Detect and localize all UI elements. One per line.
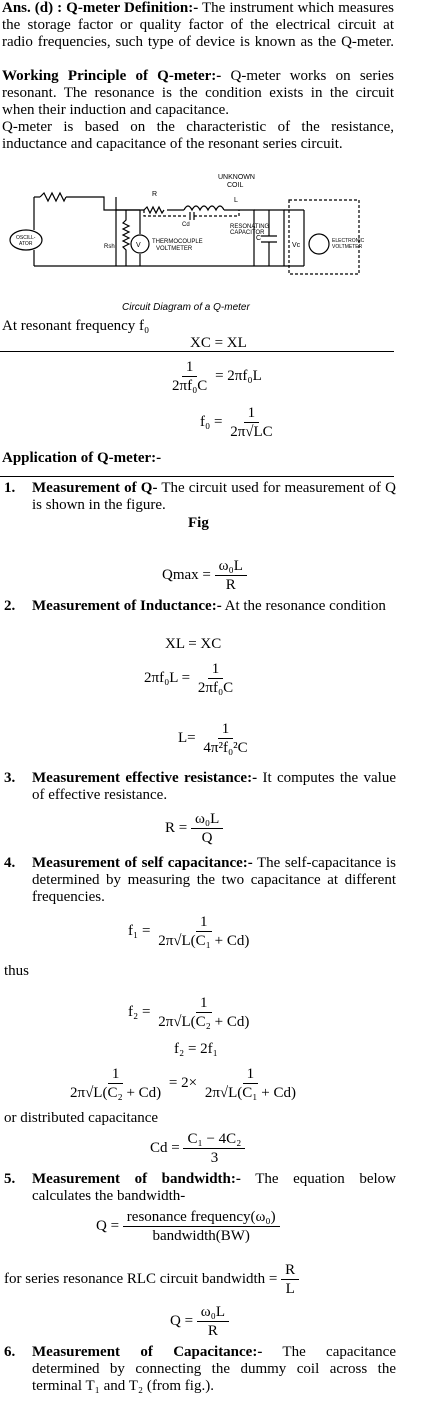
list-item-5 bbox=[4, 1171, 396, 1205]
bw-num: resonance frequency(ω₀) bbox=[123, 1208, 280, 1227]
eq-cd bbox=[150, 1130, 245, 1167]
working-principle-text-2: Q-meter is based on the characteristic of the resistance, inductance and capacitance of the resonant series circuit. bbox=[2, 119, 394, 152]
list-item-6 bbox=[4, 1344, 396, 1395]
thus-text: thus bbox=[4, 963, 30, 979]
answer-label: Ans. (d) : bbox=[2, 0, 63, 16]
series-num: R bbox=[281, 1261, 299, 1280]
f2-den: 2π√L(C₂ + Cd) bbox=[158, 1014, 250, 1030]
q-den: R bbox=[207, 1323, 218, 1339]
label-elec1: ELECTRONIC bbox=[332, 238, 365, 244]
list-item-2 bbox=[4, 598, 396, 615]
label-elec2: VOLTMETER bbox=[332, 244, 363, 250]
item-number: 5. bbox=[4, 1171, 16, 1187]
item-text: The self-capacitance is determined by measuring the two capacitance at different frequencies. bbox=[32, 855, 396, 905]
label-osc1: OSCILL- bbox=[16, 235, 36, 241]
item-title: Measurement effective resistance:- bbox=[32, 770, 258, 786]
distributed-text: or distributed capacitance bbox=[4, 1110, 159, 1126]
label-resonating: RESONATING bbox=[230, 224, 270, 230]
eq-l bbox=[178, 720, 252, 757]
item-text: The circuit used for measurement of Q is shown in the figure. bbox=[32, 480, 396, 513]
resonance-line: At resonant frequency f₀ bbox=[2, 318, 150, 334]
l-num: 1 bbox=[218, 720, 234, 739]
big-l-num: 1 bbox=[108, 1065, 124, 1084]
item-number: 6. bbox=[4, 1344, 16, 1360]
label-thermo2: VOLTMETER bbox=[156, 246, 193, 252]
label-vc: Vc bbox=[292, 242, 301, 249]
f1-lhs: f₁ = bbox=[128, 922, 151, 939]
ind-num: 1 bbox=[208, 660, 224, 679]
label-c: C bbox=[256, 235, 262, 242]
eq-series-bandwidth bbox=[4, 1261, 299, 1298]
list-item-1 bbox=[4, 480, 396, 514]
fig-label: Fig bbox=[188, 515, 209, 531]
eq-resonance bbox=[168, 358, 262, 395]
eq-xl-xc: XL = XC bbox=[165, 636, 222, 652]
ind-lhs: 2πf₀L = bbox=[144, 669, 191, 686]
list-item-4 bbox=[4, 855, 396, 906]
l-lhs: L= bbox=[178, 729, 196, 746]
eq-bandwidth bbox=[96, 1208, 280, 1245]
r-den: Q bbox=[201, 830, 213, 846]
label-osc2: ATOR bbox=[19, 241, 33, 247]
circuit-diagram bbox=[4, 170, 372, 318]
item-text: The capacitance determined by connecting the dummy coil across the terminal T₁ and T₂ (from fig.). bbox=[32, 1344, 396, 1394]
eq-xc-xl: XC = XL bbox=[190, 335, 247, 351]
cd-lhs: Cd = bbox=[150, 1139, 180, 1156]
eq-f1 bbox=[128, 913, 253, 950]
label-l: L bbox=[234, 197, 238, 204]
working-principle-paragraph bbox=[2, 68, 394, 119]
definition-title: Q-meter Definition:- bbox=[66, 0, 199, 16]
series-den: L bbox=[285, 1281, 295, 1297]
eq-inductance bbox=[144, 660, 237, 697]
working-principle-title: Working Principle of Q-meter:- bbox=[2, 68, 222, 84]
label-unknown: UNKNOWN bbox=[218, 174, 255, 181]
qmax-lhs: Qmax = bbox=[162, 566, 211, 583]
big-l-den: 2π√L(C₂ + Cd) bbox=[70, 1085, 162, 1101]
l-den: 4π²f₀²C bbox=[203, 740, 248, 756]
list-item-3 bbox=[4, 770, 396, 804]
eq2-rhs: = 2πf₀L bbox=[215, 367, 262, 384]
label-coil: COIL bbox=[227, 182, 244, 189]
label-thermo1: THERMOCOUPLE bbox=[152, 239, 203, 245]
f1-num: 1 bbox=[196, 913, 212, 932]
eq3-lhs: f₀ = bbox=[200, 413, 223, 430]
r-num: ω₀L bbox=[191, 810, 223, 829]
definition-text: The instrument which measures the storage factor or quality factor of the electrical circuit at radio frequencies, such type of device is known as the Q-meter. bbox=[2, 0, 395, 50]
eq-r bbox=[165, 810, 223, 847]
qmax-den: R bbox=[225, 577, 236, 593]
item-number: 1. bbox=[4, 480, 16, 496]
item-title: Measurement of Q- bbox=[32, 480, 158, 496]
f2-num: 1 bbox=[196, 994, 212, 1013]
ind-den: 2πf₀C bbox=[197, 680, 234, 696]
cd-den: 3 bbox=[210, 1150, 219, 1166]
big-r-num: 1 bbox=[243, 1065, 259, 1084]
label-r: R bbox=[152, 191, 158, 198]
diagram-caption: Circuit Diagram of a Q-meter bbox=[122, 302, 250, 313]
item-number: 3. bbox=[4, 770, 16, 786]
item-number: 2. bbox=[4, 598, 16, 614]
eq-f0 bbox=[200, 404, 277, 441]
cd-num: C₁ − 4C₂ bbox=[183, 1130, 245, 1149]
divider-2 bbox=[0, 476, 394, 477]
eq3-den: 2π√LC bbox=[230, 424, 273, 440]
label-cd: Cd bbox=[182, 222, 190, 228]
item-title: Measurement of Inductance:- bbox=[32, 598, 222, 614]
qmax-num: ω₀L bbox=[215, 557, 247, 576]
q-num: ω₀L bbox=[197, 1303, 229, 1322]
bw-den: bandwidth(BW) bbox=[152, 1228, 250, 1244]
big-r-den: 2π√L(C₁ + Cd) bbox=[204, 1085, 297, 1101]
application-title: Application of Q-meter:- bbox=[2, 450, 162, 466]
item-title: Measurement of Capacitance:- bbox=[32, 1344, 263, 1360]
item-title: Measurement of self capacitance:- bbox=[32, 855, 253, 871]
eq-f2-2f1: f₂ = 2f₁ bbox=[174, 1041, 218, 1057]
series-text: for series resonance RLC circuit bandwidth = bbox=[4, 1270, 278, 1287]
eq2-num: 1 bbox=[182, 358, 198, 377]
item-title: Measurement of bandwidth:- bbox=[32, 1171, 241, 1187]
eq3-num: 1 bbox=[244, 404, 260, 423]
item-number: 4. bbox=[4, 855, 16, 871]
eq-q bbox=[170, 1303, 229, 1340]
label-capacitor: CAPACITOR bbox=[230, 230, 265, 236]
eq-qmax bbox=[162, 557, 247, 594]
bw-lhs: Q = bbox=[96, 1217, 120, 1234]
item-text: At the resonance condition bbox=[224, 598, 386, 614]
f1-den: 2π√L(C₁ + Cd) bbox=[158, 933, 250, 949]
eq-f2 bbox=[128, 994, 253, 1031]
label-v: V bbox=[136, 242, 141, 249]
working-principle-text: Q-meter works on series resonant. The resonance is the condition exists in the circuit when their induction and capacitance. bbox=[2, 68, 394, 118]
f2-lhs: f₂ = bbox=[128, 1003, 151, 1020]
r-lhs: R = bbox=[165, 819, 188, 836]
eq-big bbox=[66, 1065, 300, 1102]
item-text: The equation below calculates the bandwidth- bbox=[32, 1171, 396, 1204]
big-mid: = 2× bbox=[168, 1074, 198, 1091]
q-lhs: Q = bbox=[170, 1312, 194, 1329]
working-principle-paragraph-2 bbox=[2, 119, 394, 153]
item-text: It computes the value of effective resistance. bbox=[32, 770, 397, 803]
eq2-den: 2πf₀C bbox=[172, 378, 208, 394]
definition-paragraph bbox=[2, 0, 394, 51]
label-rsh: Rsh bbox=[104, 244, 115, 250]
